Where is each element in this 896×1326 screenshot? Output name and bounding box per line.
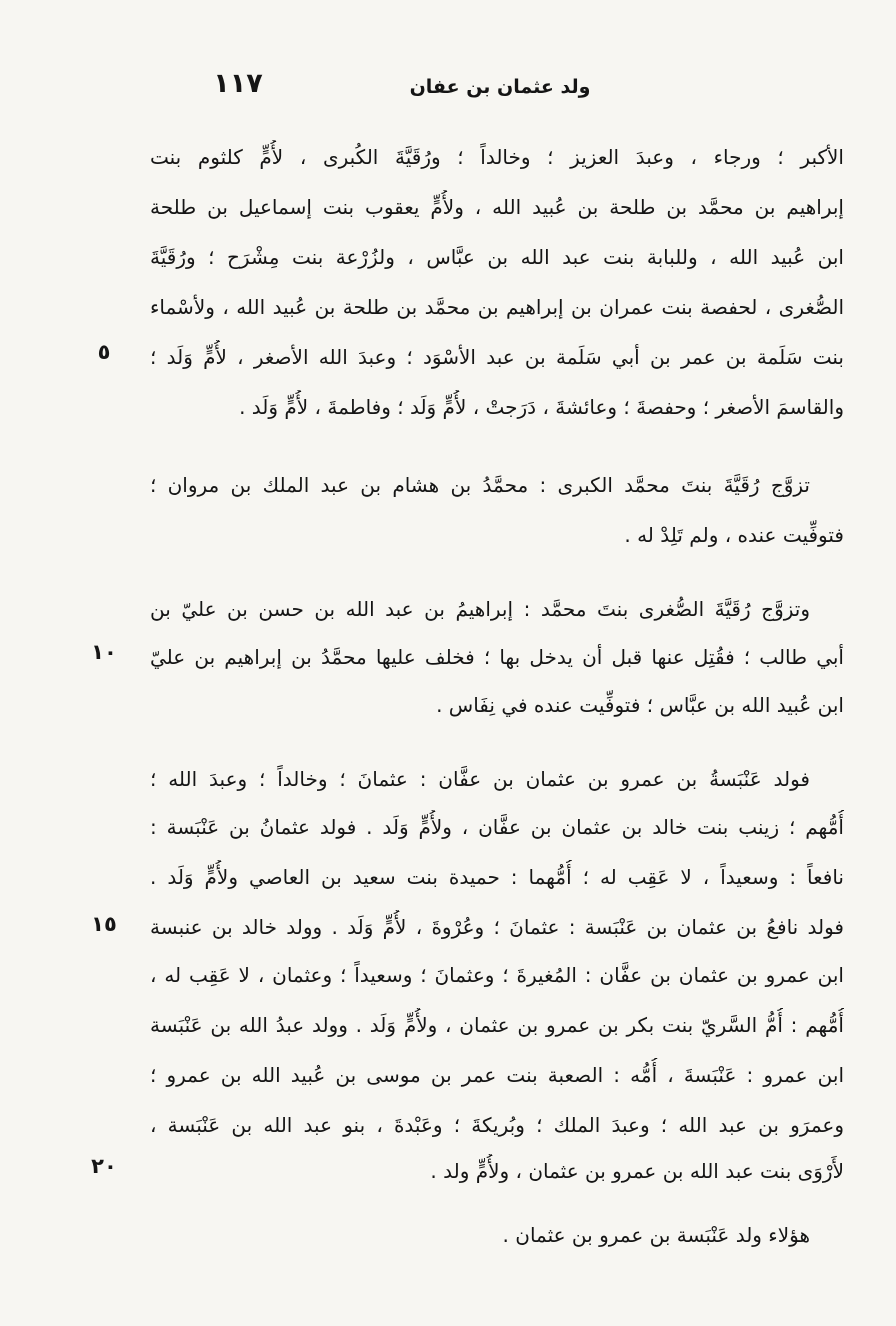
text-line: ابن عمرو : عَنْبَسةَ ، أُمُّه : الصعبة بنت عمر بن موسى بن عُبيد الله بن عمرو ؛ xyxy=(150,1063,844,1087)
text-line: لأَرْوَى بنت عبد الله بن عمرو بن عثمان ، ولأُمٍّ ولد . xyxy=(430,1159,844,1183)
text-line: فولد عَنْبَسةُ بن عمرو بن عثمان بن عفَّان : عثمانَ ؛ وخالداً ؛ وعبدَ الله ؛ xyxy=(150,767,810,791)
text-line: ابن عُبيد الله ، وللبابة بنت عبد الله بن عبَّاس ، ولزُرْعة بنت مِشْرَح ؛ ورُقَيَّةَ xyxy=(150,245,844,269)
margin-line-number: ١٥ xyxy=(91,912,117,936)
text-line: أُمُّهم ؛ زينب بنت خالد بن عثمان بن عفَّان ، ولأُمٍّ وَلَد . فولد عثمانُ بن عَنْبَسة : xyxy=(150,815,844,839)
text-line: وعمرَو بن عبد الله ؛ وعبدَ الملك ؛ وبُريكةَ ؛ وعَبْدةَ ، بنو عبد الله بن عَنْبَسة ، xyxy=(150,1113,844,1137)
text-line: أبي طالب ؛ فقُتِل عنها قبل أن يدخل بها ؛ فخلف عليها محمَّدُ بن إبراهيم بن عليّ xyxy=(150,645,844,669)
running-title: ولد عثمان بن عفان xyxy=(409,76,591,98)
text-line: فتوفِّيت عنده ، ولم تَلِدْ له . xyxy=(624,523,844,547)
text-line: إبراهيم بن محمَّد بن طلحة بن عُبيد الله ، ولأُمٍّ يعقوب بنت إسماعيل بن طلحة xyxy=(150,195,844,219)
text-line: ابن عمرو بن عثمان بن عفَّان : المُغيرةَ ؛ وعثمانَ ؛ وسعيداً ؛ وعثمان ، لا عَقِب له ، xyxy=(150,963,844,987)
text-line: فولد نافعُ بن عثمان بن عَنْبَسة : عثمانَ ؛ وعُرْوةَ ، لأُمٍّ وَلَد . وولد خالد بن عنبسة xyxy=(150,915,844,939)
margin-line-number: ٢٠ xyxy=(91,1154,117,1178)
margin-line-number: ١٠ xyxy=(91,640,117,664)
text-line: الصُّغرى ، لحفصة بنت عمران بن إبراهيم بن محمَّد بن طلحة بن عُبيد الله ، ولأسْماء xyxy=(150,295,844,319)
text-line: الأكبر ؛ ورجاء ، وعبدَ العزيز ؛ وخالداً ؛ ورُقَيَّةَ الكُبرى ، لأُمٍّ كلثوم بنت xyxy=(150,145,844,169)
text-line: والقاسمَ الأصغر ؛ وحفصةَ ؛ وعائشةَ ، دَرَجتْ ، لأُمٍّ وَلَد ؛ وفاطمةَ ، لأُمٍّ وَلَد . xyxy=(239,395,844,419)
text-line: أُمُّهم : أُمُّ السَّريّ بنت بكر بن عمرو بن عثمان ، ولأُمٍّ وَلَد . وولد عبدُ الله بن عَنْبَسة xyxy=(150,1013,844,1037)
text-line: نافعاً : وسعيداً ، لا عَقِب له ؛ أُمُّهما : حميدة بنت سعيد بن العاصي ولأُمٍّ وَلَد . xyxy=(150,865,844,889)
text-line: ابن عُبيد الله بن عبَّاس ؛ فتوفِّيت عنده في نِفَاس . xyxy=(436,693,844,717)
margin-line-number: ٥ xyxy=(97,340,111,364)
text-line: هؤلاء ولد عَنْبَسة بن عمرو بن عثمان . xyxy=(502,1223,810,1247)
page-number: ١١٧ xyxy=(213,68,263,99)
text-line: وتزوَّج رُقَيَّةَ الصُّغرى بنتَ محمَّد : إبراهيمُ بن عبد الله بن حسن بن عليّ بن xyxy=(150,597,810,621)
text-line: تزوَّج رُقَيَّةَ بنتَ محمَّد الكبرى : محمَّدُ بن هشام بن عبد الملك بن مروان ؛ xyxy=(150,473,810,497)
text-line: بنت سَلَمة بن عمر بن أبي سَلَمة بن عبد الأسْوَد ؛ وعبدَ الله الأصغر ، لأُمٍّ وَلَد ؛ xyxy=(150,345,844,369)
